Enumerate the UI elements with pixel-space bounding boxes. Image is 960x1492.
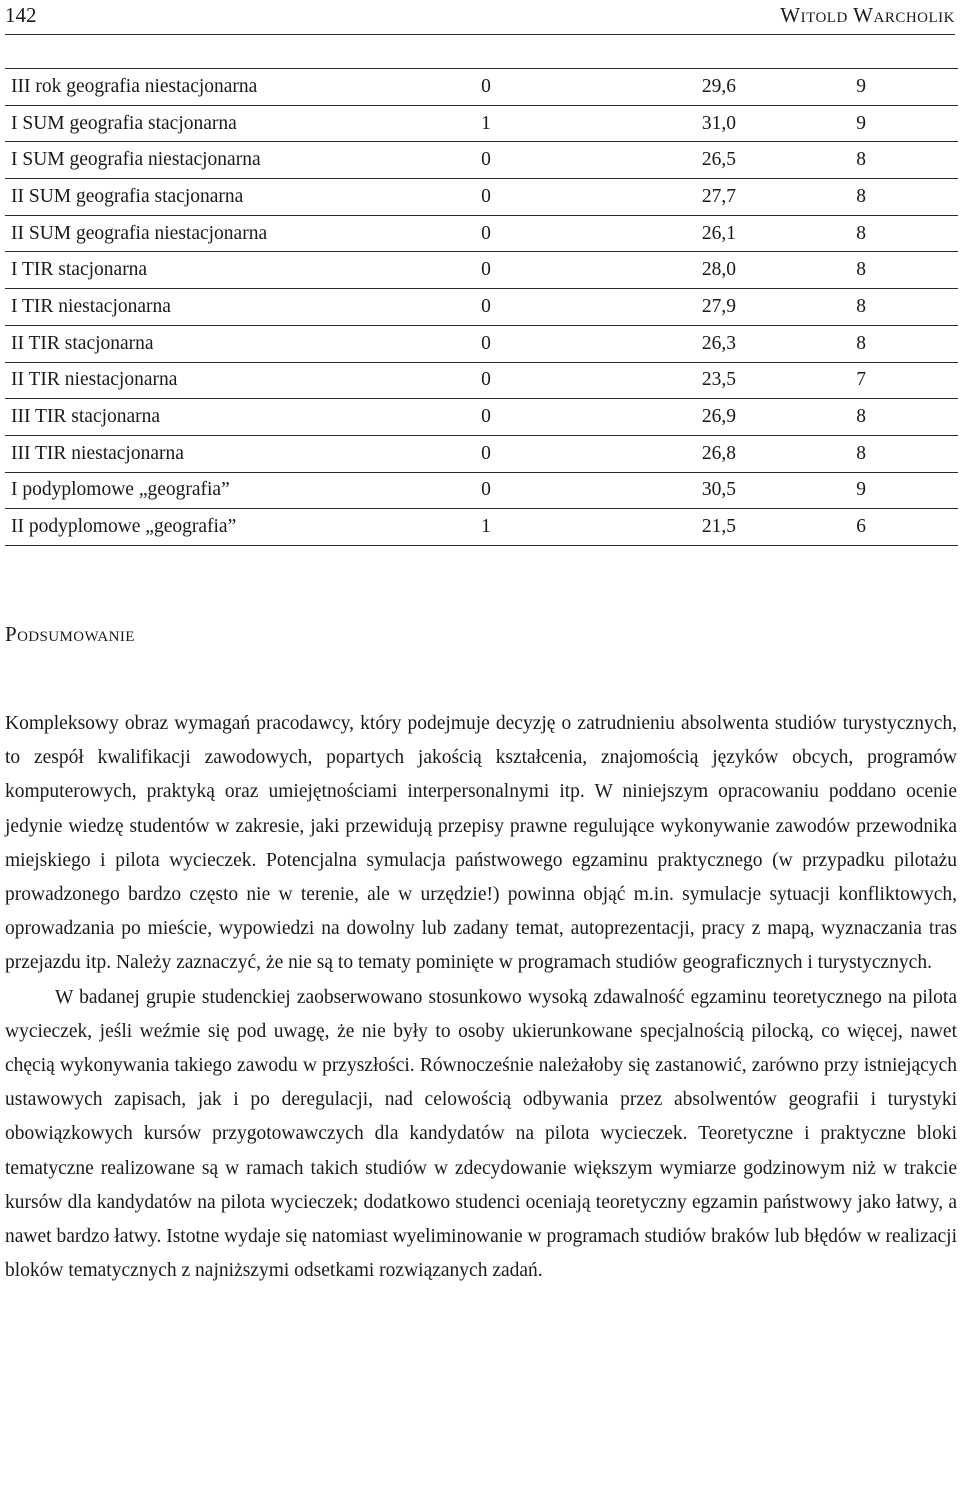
table-row (5, 69, 958, 106)
row-value-a-cell: 0 (421, 435, 551, 472)
row-value-b-cell: 29,6 (551, 69, 764, 106)
paragraph-2: W badanej grupie studenckiej zaobserwowano stosunkowo wysoką zdawalność egzaminu teoretycznego na pilota wycieczek, jeśli weźmie się pod uwagę, że nie były to osoby ukierunkowane specjalnością pilocką, co więcej, nawet chęcią wykonywania takiego zawodu w przyszłości. Równocześnie należałoby się zastanowić, zarówno przy istniejących ustawowych zapisach, jak i po deregulacji, nad celowością odbywania przez absolwentów geografii i turystyki obowiązkowych kursów przygotowawczych dla kandydatów na pilota wycieczek. Teoretyczne i praktyczne bloki tematyczne realizowane są w ramach takich studiów w zdecydowanie większym wymiarze godzinowym niż w trakcie kursów dla kandydatów na pilota wycieczek; dodatkowo studenci oceniają teoretyczny egzamin państwowy jako łatwy, a nawet bardzo łatwy. Istotne wydaje się natomiast wyeliminowanie w programach studiów braków lub błędów w realizacji bloków tematycznych z najniższymi odsetkami rozwiązanych zadań. (5, 986, 957, 1282)
row-value-c-cell: 8 (764, 435, 958, 472)
row-value-a-cell: 0 (421, 325, 551, 362)
row-value-b-cell: 23,5 (551, 362, 764, 399)
row-value-c-cell: 7 (764, 362, 958, 399)
row-value-c-cell: 8 (764, 325, 958, 362)
row-label-cell: I TIR niestacjonarna (5, 289, 421, 326)
table-row (5, 435, 958, 472)
row-value-a-cell: 0 (421, 362, 551, 399)
body-text (5, 707, 957, 1288)
row-label-cell: III TIR niestacjonarna (5, 435, 421, 472)
table-row (5, 325, 958, 362)
row-label-cell: II podyplomowe „geografia” (5, 509, 421, 546)
row-value-b-cell: 21,5 (551, 509, 764, 546)
row-value-b-cell: 27,7 (551, 179, 764, 216)
paragraph-1: Kompleksowy obraz wymagań pracodawcy, który podejmuje decyzję o zatrudnieniu absolwenta studiów turystycznych, to zespół kwalifikacji zawodowych, popartych jakością kształcenia, znajomością języków obcych, programów komputerowych, praktyką oraz umiejętnościami interpersonalnymi itp. W niniejszym opracowaniu poddano ocenie jedynie wiedzę studentów w zakresie, jaki przewidują przepisy prawne regulujące wykonywanie zawodów przewodnika miejskiego i pilota wycieczek. Potencjalna symulacja państwowego egzaminu praktycznego (w przypadku pilotażu prowadzonego bardzo często nie w terenie, ale w urzędzie!) powinna objąć m.in. symulacje sytuacji konfliktowych, oprowadzania po mieście, wypowiedzi na dowolny lub zadany temat, autoprezentacji, pracy z mapą, wyznaczania tras przejazdu itp. Należy zaznaczyć, że nie są to tematy pominięte w programach studiów geograficznych i turystycznych. (5, 713, 957, 974)
row-value-c-cell: 9 (764, 105, 958, 142)
table-row (5, 472, 958, 509)
row-label-cell: II TIR niestacjonarna (5, 362, 421, 399)
table-row (5, 509, 958, 546)
table-row (5, 105, 958, 142)
page-number: 142 (5, 3, 37, 27)
row-value-a-cell: 0 (421, 142, 551, 179)
row-value-b-cell: 26,5 (551, 142, 764, 179)
row-label-cell: I SUM geografia niestacjonarna (5, 142, 421, 179)
row-value-c-cell: 8 (764, 215, 958, 252)
row-value-a-cell: 0 (421, 215, 551, 252)
row-value-b-cell: 27,9 (551, 289, 764, 326)
row-label-cell: I podyplomowe „geografia” (5, 472, 421, 509)
row-value-a-cell: 0 (421, 399, 551, 436)
row-value-a-cell: 1 (421, 509, 551, 546)
row-value-a-cell: 0 (421, 179, 551, 216)
table-row (5, 399, 958, 436)
row-value-c-cell: 8 (764, 399, 958, 436)
row-value-b-cell: 26,8 (551, 435, 764, 472)
row-value-c-cell: 8 (764, 252, 958, 289)
results-table (5, 68, 958, 546)
row-value-c-cell: 9 (764, 69, 958, 106)
row-value-a-cell: 1 (421, 105, 551, 142)
running-head: Witold Warcholik (780, 3, 955, 27)
row-label-cell: II TIR stacjonarna (5, 325, 421, 362)
row-value-b-cell: 26,3 (551, 325, 764, 362)
table-row (5, 215, 958, 252)
row-label-cell: II SUM geografia niestacjonarna (5, 215, 421, 252)
row-value-b-cell: 28,0 (551, 252, 764, 289)
table-row (5, 252, 958, 289)
row-value-c-cell: 8 (764, 142, 958, 179)
row-label-cell: III rok geografia niestacjonarna (5, 69, 421, 106)
row-value-b-cell: 26,1 (551, 215, 764, 252)
row-label-cell: I TIR stacjonarna (5, 252, 421, 289)
row-value-c-cell: 8 (764, 179, 958, 216)
row-value-c-cell: 9 (764, 472, 958, 509)
table-row (5, 179, 958, 216)
row-value-b-cell: 30,5 (551, 472, 764, 509)
row-value-c-cell: 6 (764, 509, 958, 546)
row-label-cell: II SUM geografia stacjonarna (5, 179, 421, 216)
table-row (5, 289, 958, 326)
row-value-b-cell: 31,0 (551, 105, 764, 142)
row-value-a-cell: 0 (421, 472, 551, 509)
table-row (5, 362, 958, 399)
section-heading: Podsumowanie (5, 622, 135, 646)
row-label-cell: III TIR stacjonarna (5, 399, 421, 436)
table-row (5, 142, 958, 179)
row-value-a-cell: 0 (421, 69, 551, 106)
row-value-a-cell: 0 (421, 289, 551, 326)
row-value-b-cell: 26,9 (551, 399, 764, 436)
results-table-body (5, 69, 958, 546)
row-value-c-cell: 8 (764, 289, 958, 326)
row-label-cell: I SUM geografia stacjonarna (5, 105, 421, 142)
page-header (5, 0, 955, 35)
row-value-a-cell: 0 (421, 252, 551, 289)
